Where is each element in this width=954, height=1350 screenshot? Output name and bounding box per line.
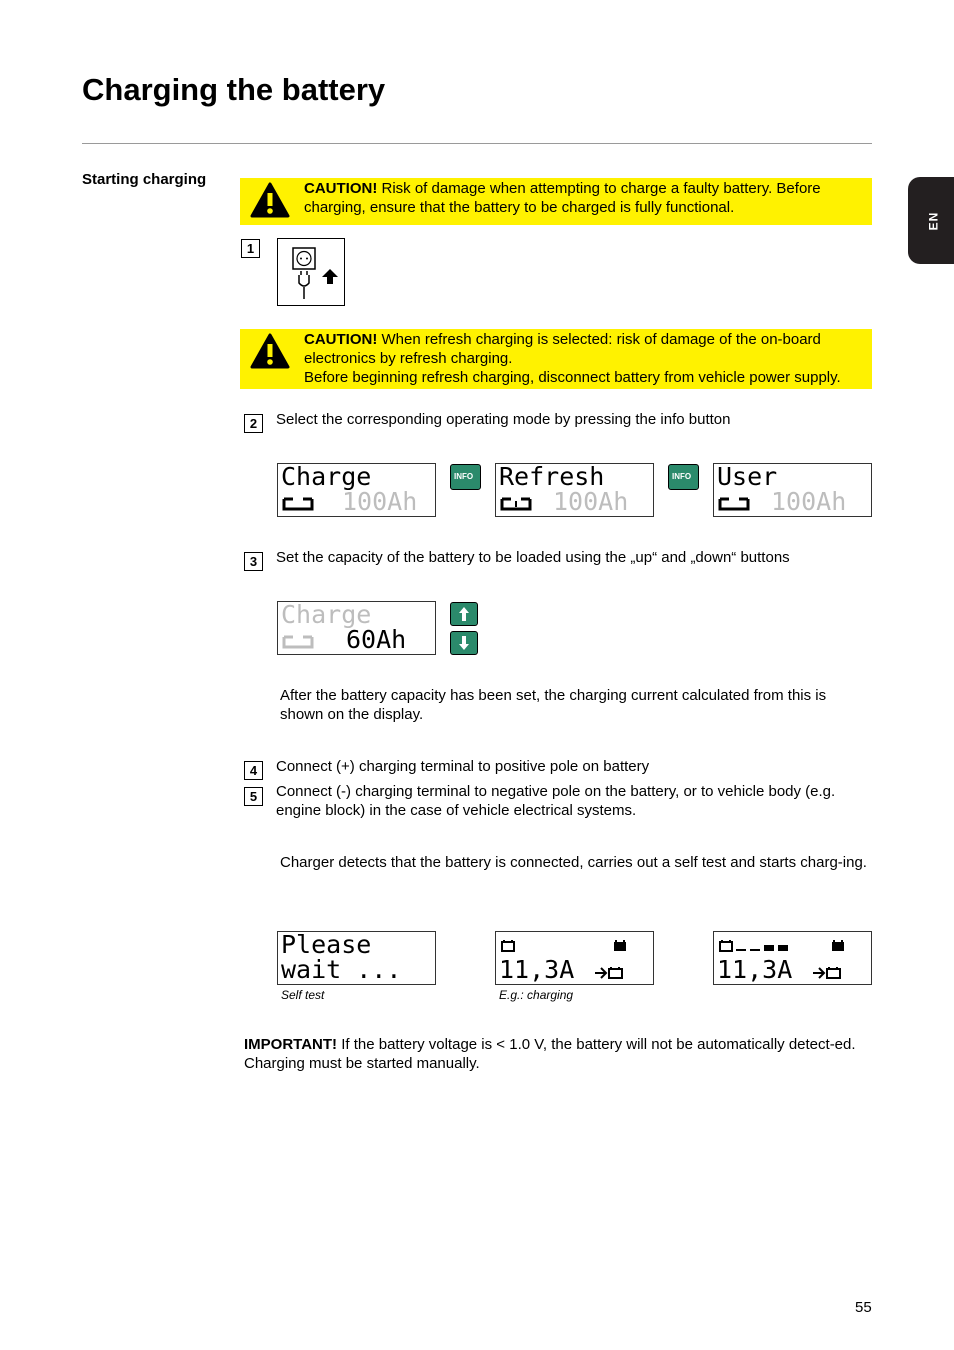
up-button[interactable] (450, 602, 478, 626)
display-line-1: Refresh (499, 463, 605, 491)
battery-icon (282, 633, 314, 649)
charging-arrow-battery-icon (812, 964, 846, 980)
display-self-test (277, 931, 436, 985)
step-number-4: 4 (244, 761, 263, 780)
arrow-up-icon (451, 603, 477, 625)
step-number-2: 2 (244, 414, 263, 433)
charge-progress-icon (719, 940, 799, 952)
warning-icon (250, 333, 290, 369)
plug-in-mains-icon (277, 238, 345, 306)
title-divider (82, 143, 872, 144)
step-number-1: 1 (241, 239, 260, 258)
display-capacity: 100Ah (342, 487, 418, 516)
battery-full-icon (613, 940, 627, 952)
language-tab (908, 177, 954, 264)
display-line-2: wait ... (281, 955, 402, 984)
warning-icon (250, 182, 290, 218)
page-title: Charging the battery (82, 72, 386, 107)
self-test-caption: Self test (281, 988, 325, 1002)
display-refresh-mode (495, 463, 654, 517)
caution-box-2 (240, 329, 872, 389)
display-line-1: Please (281, 931, 372, 959)
language-tab-label: EN (926, 211, 941, 230)
battery-icon (718, 495, 750, 511)
info-button[interactable]: INFO (668, 464, 699, 490)
page-number: 55 (855, 1299, 872, 1316)
display-charging-progress (713, 931, 872, 985)
caution-text-2: CAUTION! When refresh charging is selected: risk of damage of the on-board electronics by refresh charging. Before beginning refresh charging, disconnect battery from vehicle power supply. (304, 331, 841, 386)
display-set-capacity (277, 601, 436, 655)
step-4-text: Connect (+) charging terminal to positive pole on battery (276, 758, 650, 775)
battery-empty-icon (501, 940, 515, 952)
important-note: IMPORTANT! If the battery voltage is < 1.0 V, the battery will not be automatically detect-ed. Charging must be started manually. (244, 1036, 856, 1072)
battery-full-icon (831, 940, 845, 952)
step-number-3: 3 (244, 552, 263, 571)
charging-current: 11,3A (717, 955, 793, 984)
battery-refresh-icon (500, 495, 532, 511)
display-line-1: Charge (281, 601, 372, 629)
display-user-mode (713, 463, 872, 517)
section-heading: Starting charging (82, 171, 207, 188)
display-line-1: Charge (281, 463, 372, 491)
display-capacity: 60Ah (346, 625, 407, 654)
display-capacity: 100Ah (553, 487, 629, 516)
display-line-1: User (717, 463, 778, 491)
battery-icon (282, 495, 314, 511)
display-charge-mode (277, 463, 436, 517)
step-number-5: 5 (244, 787, 263, 806)
caution-text-1: CAUTION! Risk of damage when attempting to charge a faulty battery. Before charging, ensure that the battery to be charged is fully functional. (304, 180, 821, 216)
caution-box-1 (240, 178, 872, 225)
display-charging (495, 931, 654, 985)
display-capacity: 100Ah (771, 487, 847, 516)
down-button[interactable] (450, 631, 478, 655)
step-2-text: Select the corresponding operating mode by pressing the info button (276, 411, 731, 428)
charging-caption: E.g.: charging (499, 988, 574, 1002)
step-3-text: Set the capacity of the battery to be loaded using the „up“ and „down“ buttons (276, 549, 790, 566)
charging-arrow-battery-icon (594, 964, 628, 980)
arrow-down-icon (451, 632, 477, 654)
info-button[interactable]: INFO (450, 464, 481, 490)
capacity-note: After the battery capacity has been set, the charging current calculated from this is shown on the display. (280, 687, 827, 723)
charging-current: 11,3A (499, 955, 575, 984)
detect-note: Charger detects that the battery is connected, carries out a self test and starts charg-ing. (280, 854, 867, 871)
step-5-text: Connect (-) charging terminal to negative pole on the battery, or to vehicle body (e.g. engine block) in the case of vehicle electrical systems. (276, 783, 836, 819)
